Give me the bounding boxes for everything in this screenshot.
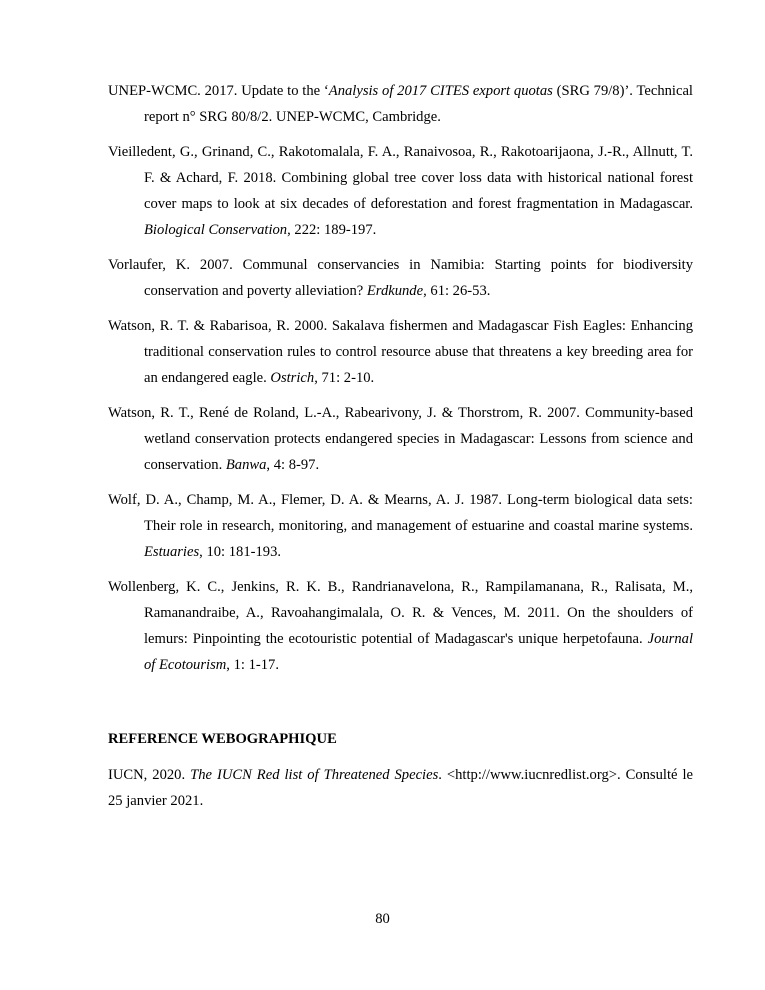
reference-journal: Biological Conservation — [144, 222, 288, 238]
reference-entry — [108, 139, 693, 243]
reference-text: Wollenberg, K. C., Jenkins, R. K. B., Randrianavelona, R., Rampilamanana, R., Ralisata, M., Ramanandraibe, A., Ravoahangimalala, O. R. & Vences, M. 2011. On the shoulders of lemurs: Pinpointing the ecotouristic potential of Madagascar's unique herpetofauna. — [108, 579, 693, 647]
reference-text: UNEP-WCMC. 2017. Update to the ‘ — [108, 83, 329, 99]
reference-details: , 10: 181-193. — [199, 544, 282, 560]
reference-text: Watson, R. T. & Rabarisoa, R. 2000. Sakalava fishermen and Madagascar Fish Eagles: Enhancing traditional conservation rules to control resource abuse that threatens a key breeding area for an endangered eagle. — [108, 318, 693, 386]
reference-journal: Ostrich — [270, 370, 315, 386]
reference-entry — [108, 400, 693, 478]
reference-text: Watson, R. T., René de Roland, L.-A., Rabearivony, J. & Thorstrom, R. 2007. Community-based wetland conservation protects endangered species in Madagascar: Lessons from science and conservation. — [108, 405, 693, 473]
reference-entry — [108, 252, 693, 304]
reference-entry — [108, 574, 693, 678]
reference-journal: Estuaries — [144, 544, 200, 560]
reference-details: , 71: 2-10. — [314, 370, 375, 386]
reference-details: , 222: 189-197. — [287, 222, 377, 238]
reference-text: Vorlaufer, K. 2007. Communal conservancies in Namibia: Starting points for biodiversity conservation and poverty alleviation? — [108, 257, 693, 299]
reference-entry — [108, 487, 693, 565]
reference-list — [108, 78, 693, 687]
page-number: 80 — [375, 911, 390, 927]
webography-entry — [108, 762, 693, 814]
reference-details: , 4: 8-97. — [266, 457, 320, 473]
reference-entry — [108, 78, 693, 130]
reference-details: , 1: 1-17. — [226, 657, 279, 673]
reference-details: , 61: 26-53. — [423, 283, 491, 299]
reference-title: Analysis of 2017 CITES export quotas — [328, 83, 553, 99]
reference-journal: Erdkunde — [366, 283, 424, 299]
reference-text: Wolf, D. A., Champ, M. A., Flemer, D. A. & Mearns, A. J. 1987. Long-term biological data sets: Their role in research, monitoring, and management of estuarine and coastal marine systems. — [108, 492, 693, 534]
webography-details: . <http://www.iucnredlist.org>. Consulté le 25 janvier 2021. — [108, 767, 693, 809]
reference-journal: Banwa — [225, 457, 267, 473]
reference-journal: Journal of Ecotourism — [144, 631, 693, 673]
reference-text: Vieilledent, G., Grinand, C., Rakotomalala, F. A., Ranaivosoa, R., Rakotoarijaona, J.-R., Allnutt, T. F. & Achard, F. 2018. Combining global tree cover loss data with historical national forest cover maps to look at six decades of deforestation and forest fragmentation in Madagascar. — [108, 144, 693, 212]
webography-text: IUCN, 2020. — [108, 767, 191, 783]
reference-entry — [108, 313, 693, 391]
section-heading: REFERENCE WEBOGRAPHIQUE — [108, 731, 337, 747]
webography-title: The IUCN Red list of Threatened Species — [190, 767, 439, 783]
reference-details: (SRG 79/8)’. Technical report n° SRG 80/8/2. UNEP-WCMC, Cambridge. — [144, 83, 693, 125]
